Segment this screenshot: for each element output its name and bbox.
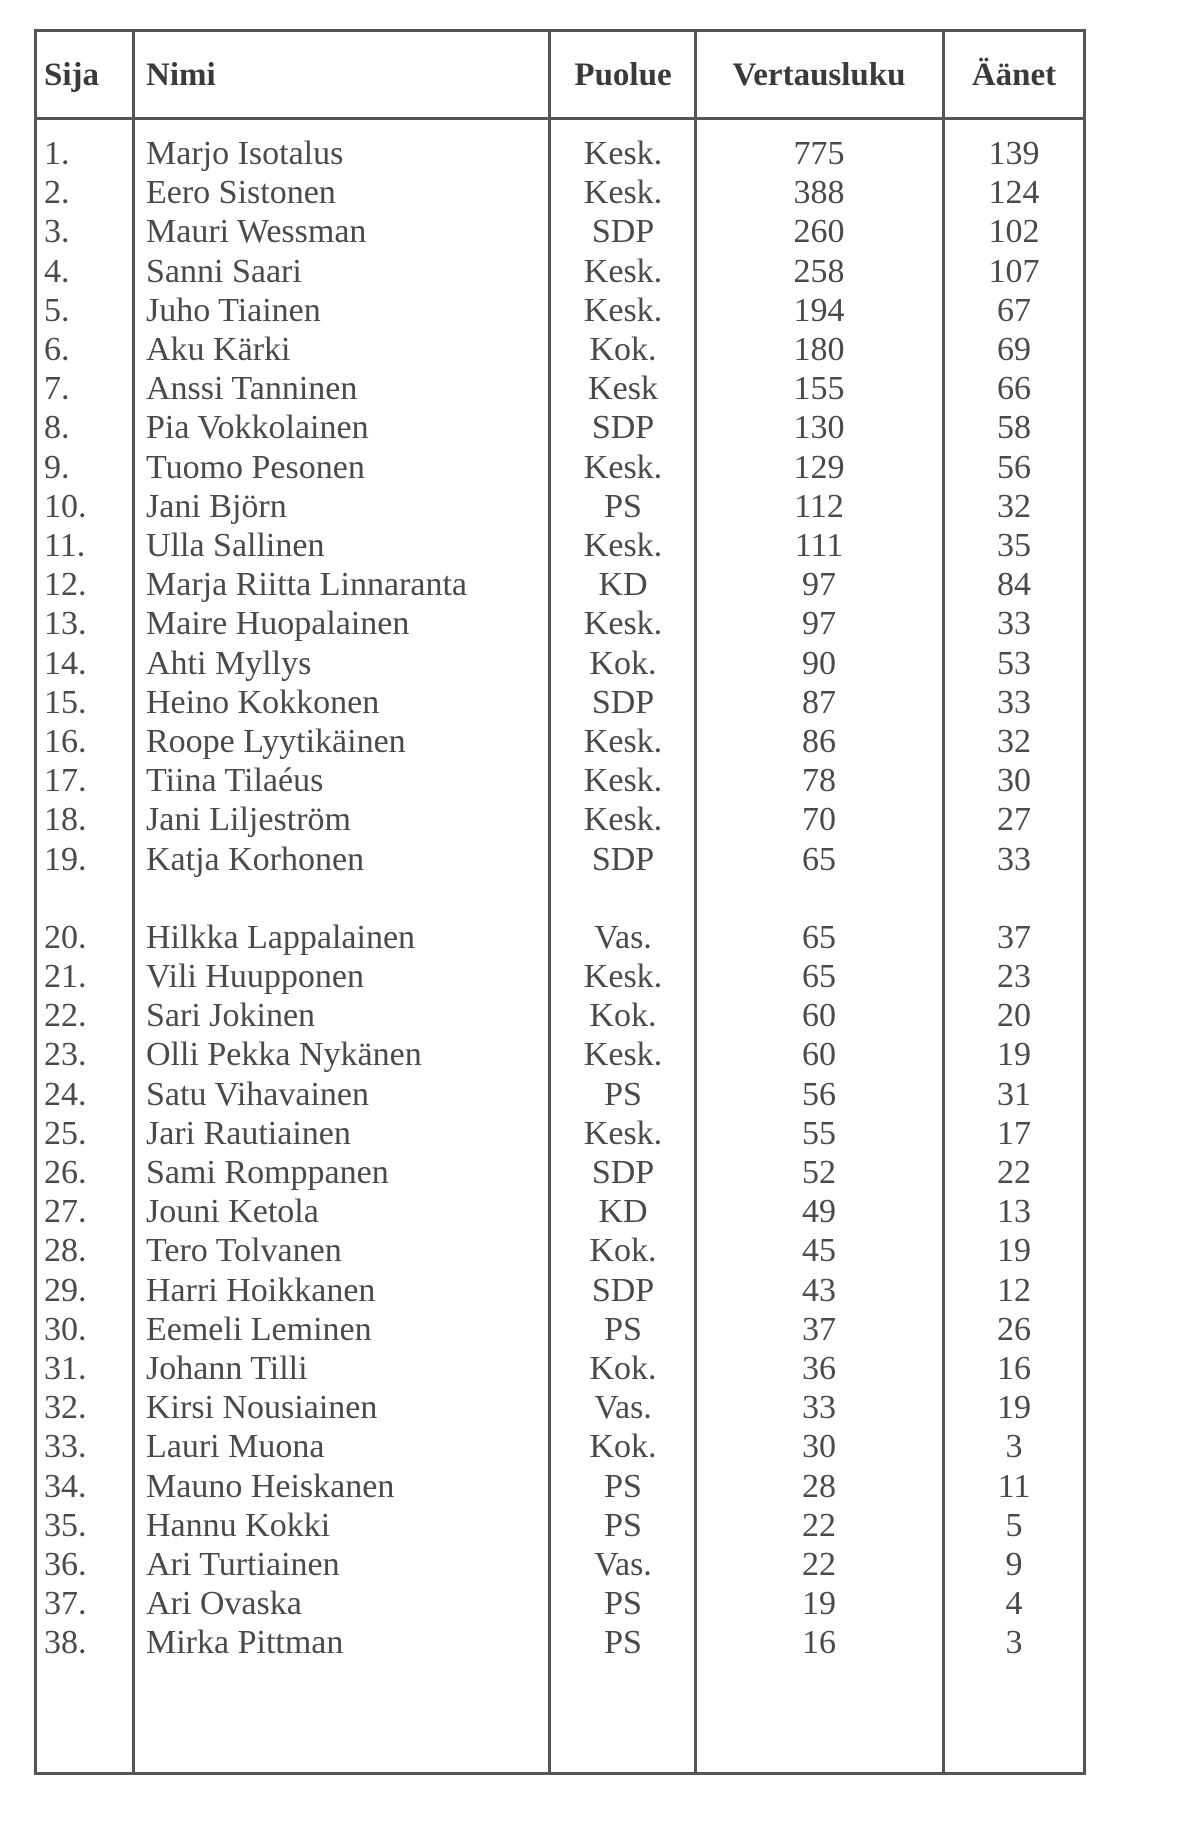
cell-aanet: 4 <box>1005 1585 1023 1623</box>
table-row <box>34 1506 1086 1545</box>
cell-nimi: Ari Ovaska <box>146 1585 302 1623</box>
cell-puolue: SDP <box>591 840 655 878</box>
cell-aanet: 67 <box>997 291 1031 329</box>
cell-sija: 5. <box>44 291 70 329</box>
cell-puolue: Kesk. <box>583 174 663 212</box>
cell-puolue: Kesk. <box>583 958 663 995</box>
header-divider <box>34 117 1086 120</box>
cell-puolue: SDP <box>591 1154 655 1191</box>
table-row <box>34 996 1086 1035</box>
cell-puolue: PS <box>604 1310 642 1348</box>
table-row <box>34 1388 1086 1427</box>
cell-aanet: 33 <box>997 840 1031 878</box>
cell-vertausluku: 22 <box>802 1546 836 1583</box>
cell-nimi: Heino Kokkonen <box>146 683 380 721</box>
cell-sija: 6. <box>44 331 70 368</box>
cell-aanet: 53 <box>997 644 1031 682</box>
cell-vertausluku: 388 <box>793 174 845 212</box>
cell-puolue: Vas. <box>594 918 652 956</box>
cell-sija: 25. <box>44 1114 87 1152</box>
header-puolue: Puolue <box>574 57 672 93</box>
cell-aanet: 27 <box>997 801 1031 839</box>
table-row <box>34 408 1086 447</box>
cell-puolue: SDP <box>591 683 655 721</box>
cell-vertausluku: 65 <box>802 918 836 956</box>
cell-sija: 8. <box>44 409 70 447</box>
cell-puolue: KD <box>598 1193 648 1231</box>
table-row <box>34 918 1086 957</box>
cell-nimi: Tiina Tilaéus <box>146 762 324 800</box>
table-row <box>34 565 1086 604</box>
cell-puolue: Kesk. <box>583 605 663 643</box>
cell-aanet: 26 <box>997 1310 1031 1348</box>
cell-puolue: Kesk. <box>583 1036 663 1074</box>
table-row <box>34 1271 1086 1310</box>
cell-aanet: 69 <box>997 331 1031 368</box>
cell-nimi: Ulla Sallinen <box>146 527 325 564</box>
cell-nimi: Eero Sistonen <box>146 174 336 212</box>
cell-aanet: 32 <box>997 723 1031 760</box>
cell-vertausluku: 78 <box>802 762 836 800</box>
cell-nimi: Mauri Wessman <box>146 213 367 251</box>
cell-nimi: Tero Tolvanen <box>146 1232 342 1270</box>
cell-sija: 38. <box>44 1624 87 1662</box>
cell-aanet: 66 <box>997 370 1031 408</box>
cell-sija: 19. <box>44 840 87 878</box>
cell-sija: 31. <box>44 1350 87 1387</box>
cell-puolue: Kesk. <box>583 448 663 486</box>
cell-puolue: PS <box>604 487 642 525</box>
table-row <box>34 683 1086 722</box>
cell-aanet: 11 <box>997 1467 1031 1505</box>
cell-vertausluku: 36 <box>802 1350 836 1387</box>
cell-aanet: 23 <box>997 958 1031 995</box>
cell-vertausluku: 60 <box>802 1036 836 1074</box>
table-row <box>34 1584 1086 1623</box>
cell-puolue: PS <box>604 1624 642 1662</box>
cell-nimi: Kirsi Nousiainen <box>146 1389 378 1427</box>
table-row <box>34 1545 1086 1584</box>
cell-sija: 34. <box>44 1467 87 1505</box>
cell-puolue: Kesk. <box>583 1114 663 1152</box>
cell-puolue: Vas. <box>594 1546 652 1583</box>
cell-vertausluku: 86 <box>802 723 836 760</box>
table-row <box>34 330 1086 369</box>
cell-vertausluku: 56 <box>802 1075 836 1113</box>
table-row <box>34 369 1086 408</box>
cell-vertausluku: 30 <box>802 1428 836 1466</box>
cell-vertausluku: 70 <box>802 801 836 839</box>
table-row <box>34 1035 1086 1074</box>
cell-puolue: Kok. <box>589 1350 657 1387</box>
cell-puolue: Kesk. <box>583 762 663 800</box>
cell-aanet: 9 <box>1005 1546 1023 1583</box>
cell-vertausluku: 22 <box>802 1506 836 1544</box>
cell-aanet: 19 <box>997 1389 1031 1427</box>
cell-aanet: 33 <box>997 605 1031 643</box>
table-row <box>34 134 1086 173</box>
table-border-bottom <box>34 1772 1086 1775</box>
cell-puolue: Kesk. <box>583 135 663 172</box>
header-aanet: Äänet <box>971 57 1057 93</box>
cell-vertausluku: 55 <box>802 1114 836 1152</box>
cell-aanet: 13 <box>997 1193 1031 1231</box>
table-row <box>34 1075 1086 1114</box>
cell-puolue: PS <box>604 1585 642 1623</box>
table-border-top <box>34 29 1086 32</box>
cell-nimi: Hannu Kokki <box>146 1506 331 1544</box>
cell-vertausluku: 65 <box>802 958 836 995</box>
cell-vertausluku: 16 <box>802 1624 836 1662</box>
cell-sija: 13. <box>44 605 87 643</box>
table-row <box>34 1231 1086 1270</box>
cell-aanet: 56 <box>997 448 1031 486</box>
table-row <box>34 1623 1086 1662</box>
cell-nimi: Anssi Tanninen <box>146 370 358 408</box>
cell-sija: 32. <box>44 1389 87 1427</box>
header-nimi: Nimi <box>146 57 216 93</box>
cell-nimi: Johann Tilli <box>146 1350 308 1387</box>
cell-sija: 26. <box>44 1154 87 1191</box>
cell-puolue: Kesk. <box>583 723 663 760</box>
header-sija: Sija <box>44 57 100 93</box>
cell-sija: 17. <box>44 762 87 800</box>
cell-nimi: Sanni Saari <box>146 252 302 290</box>
cell-nimi: Maire Huopalainen <box>146 605 410 643</box>
cell-nimi: Mauno Heiskanen <box>146 1467 395 1505</box>
table-row <box>34 173 1086 212</box>
cell-sija: 30. <box>44 1310 87 1348</box>
cell-nimi: Pia Vokkolainen <box>146 409 369 447</box>
cell-vertausluku: 130 <box>793 409 845 447</box>
cell-sija: 10. <box>44 487 87 525</box>
cell-nimi: Katja Korhonen <box>146 840 365 878</box>
cell-nimi: Tuomo Pesonen <box>146 448 365 486</box>
header-vertausluku: Vertausluku <box>732 57 906 93</box>
cell-aanet: 139 <box>988 135 1040 172</box>
table-row <box>34 1427 1086 1466</box>
cell-puolue: Kok. <box>589 1232 657 1270</box>
table-row <box>34 291 1086 330</box>
table-row <box>34 487 1086 526</box>
cell-vertausluku: 111 <box>794 527 844 564</box>
cell-sija: 16. <box>44 723 87 760</box>
table-row <box>34 957 1086 996</box>
cell-aanet: 19 <box>997 1036 1031 1074</box>
table-row <box>34 212 1086 251</box>
cell-sija: 14. <box>44 644 87 682</box>
cell-nimi: Juho Tiainen <box>146 291 321 329</box>
cell-vertausluku: 49 <box>802 1193 836 1231</box>
cell-puolue: Kok. <box>589 1428 657 1466</box>
cell-nimi: Marja Riitta Linnaranta <box>146 566 467 604</box>
cell-aanet: 22 <box>997 1154 1031 1191</box>
cell-puolue: Kesk. <box>583 527 663 564</box>
cell-aanet: 102 <box>988 213 1040 251</box>
table-row <box>34 761 1086 800</box>
cell-puolue: Vas. <box>594 1389 652 1427</box>
cell-sija: 1. <box>44 135 70 172</box>
cell-aanet: 19 <box>997 1232 1031 1270</box>
cell-vertausluku: 112 <box>794 487 844 525</box>
cell-nimi: Vili Huupponen <box>146 958 364 995</box>
cell-puolue: Kok. <box>589 644 657 682</box>
cell-vertausluku: 129 <box>793 448 845 486</box>
table-row <box>34 448 1086 487</box>
cell-puolue: SDP <box>591 409 655 447</box>
cell-sija: 2. <box>44 174 70 212</box>
cell-sija: 11. <box>44 527 86 564</box>
table-row <box>34 1153 1086 1192</box>
table-row <box>34 1467 1086 1506</box>
cell-puolue: SDP <box>591 1271 655 1309</box>
cell-aanet: 124 <box>988 174 1040 212</box>
cell-nimi: Lauri Muona <box>146 1428 325 1466</box>
cell-puolue: KD <box>598 566 648 604</box>
cell-sija: 15. <box>44 683 87 721</box>
cell-nimi: Satu Vihavainen <box>146 1075 370 1113</box>
cell-sija: 23. <box>44 1036 87 1074</box>
cell-nimi: Aku Kärki <box>146 331 291 368</box>
cell-nimi: Ari Turtiainen <box>146 1546 340 1583</box>
cell-vertausluku: 19 <box>802 1585 836 1623</box>
cell-nimi: Sami Romppanen <box>146 1154 389 1191</box>
cell-aanet: 3 <box>1005 1624 1023 1662</box>
cell-nimi: Hilkka Lappalainen <box>146 918 416 956</box>
cell-aanet: 17 <box>997 1114 1031 1152</box>
cell-puolue: Kesk <box>588 370 658 408</box>
cell-nimi: Jari Rautiainen <box>146 1114 351 1152</box>
cell-sija: 37. <box>44 1585 87 1623</box>
cell-puolue: PS <box>604 1506 642 1544</box>
cell-nimi: Sari Jokinen <box>146 997 316 1035</box>
cell-sija: 27. <box>44 1193 87 1231</box>
cell-vertausluku: 45 <box>802 1232 836 1270</box>
cell-nimi: Roope Lyytikäinen <box>146 723 406 760</box>
cell-nimi: Harri Hoikkanen <box>146 1271 376 1309</box>
cell-vertausluku: 33 <box>802 1389 836 1427</box>
cell-nimi: Jani Liljeström <box>146 801 351 839</box>
cell-sija: 36. <box>44 1546 87 1583</box>
cell-aanet: 3 <box>1005 1428 1023 1466</box>
cell-puolue: Kesk. <box>583 291 663 329</box>
cell-vertausluku: 97 <box>802 605 836 643</box>
table-row <box>34 722 1086 761</box>
cell-sija: 22. <box>44 997 87 1035</box>
cell-sija: 18. <box>44 801 87 839</box>
cell-vertausluku: 28 <box>802 1467 836 1505</box>
cell-sija: 7. <box>44 370 70 408</box>
cell-vertausluku: 37 <box>802 1310 836 1348</box>
cell-puolue: Kesk. <box>583 801 663 839</box>
cell-vertausluku: 90 <box>802 644 836 682</box>
cell-vertausluku: 180 <box>793 331 845 368</box>
cell-aanet: 20 <box>997 997 1031 1035</box>
cell-puolue: Kok. <box>589 997 657 1035</box>
cell-puolue: PS <box>604 1075 642 1113</box>
cell-aanet: 12 <box>997 1271 1031 1309</box>
results-table <box>34 29 1086 1775</box>
cell-sija: 21. <box>44 958 87 995</box>
table-row <box>34 526 1086 565</box>
cell-sija: 3. <box>44 213 70 251</box>
cell-vertausluku: 43 <box>802 1271 836 1309</box>
table-row <box>34 604 1086 643</box>
cell-sija: 28. <box>44 1232 87 1270</box>
cell-puolue: SDP <box>591 213 655 251</box>
cell-aanet: 32 <box>997 487 1031 525</box>
table-row <box>34 800 1086 839</box>
cell-sija: 9. <box>44 448 70 486</box>
cell-aanet: 107 <box>988 252 1040 290</box>
cell-vertausluku: 775 <box>793 135 845 172</box>
cell-aanet: 33 <box>997 683 1031 721</box>
cell-sija: 4. <box>44 252 70 290</box>
cell-aanet: 16 <box>997 1350 1031 1387</box>
cell-sija: 33. <box>44 1428 87 1466</box>
cell-aanet: 37 <box>997 918 1031 956</box>
cell-nimi: Jouni Ketola <box>146 1193 319 1231</box>
cell-nimi: Ahti Myllys <box>146 644 312 682</box>
cell-nimi: Marjo Isotalus <box>146 135 344 172</box>
cell-aanet: 35 <box>997 527 1031 564</box>
cell-puolue: Kesk. <box>583 252 663 290</box>
cell-vertausluku: 97 <box>802 566 836 604</box>
cell-vertausluku: 194 <box>793 291 845 329</box>
cell-sija: 20. <box>44 918 87 956</box>
cell-aanet: 84 <box>997 566 1031 604</box>
cell-vertausluku: 87 <box>802 683 836 721</box>
table-row <box>34 644 1086 683</box>
cell-nimi: Mirka Pittman <box>146 1624 344 1662</box>
cell-vertausluku: 155 <box>793 370 845 408</box>
cell-aanet: 31 <box>997 1075 1031 1113</box>
cell-vertausluku: 258 <box>793 252 845 290</box>
table-row <box>34 1349 1086 1388</box>
cell-vertausluku: 65 <box>802 840 836 878</box>
cell-vertausluku: 260 <box>793 213 845 251</box>
table-row <box>34 1310 1086 1349</box>
cell-sija: 35. <box>44 1506 87 1544</box>
cell-aanet: 5 <box>1005 1506 1023 1544</box>
table-row <box>34 1192 1086 1231</box>
cell-vertausluku: 52 <box>802 1154 836 1191</box>
table-row <box>34 840 1086 879</box>
cell-aanet: 58 <box>997 409 1031 447</box>
cell-aanet: 30 <box>997 762 1031 800</box>
cell-puolue: PS <box>604 1467 642 1505</box>
table-row <box>34 1114 1086 1153</box>
cell-sija: 29. <box>44 1271 87 1309</box>
table-row <box>34 252 1086 291</box>
cell-nimi: Olli Pekka Nykänen <box>146 1036 422 1074</box>
cell-nimi: Eemeli Leminen <box>146 1310 372 1348</box>
cell-vertausluku: 60 <box>802 997 836 1035</box>
cell-sija: 12. <box>44 566 87 604</box>
cell-sija: 24. <box>44 1075 87 1113</box>
cell-nimi: Jani Björn <box>146 487 287 525</box>
cell-puolue: Kok. <box>589 331 657 368</box>
